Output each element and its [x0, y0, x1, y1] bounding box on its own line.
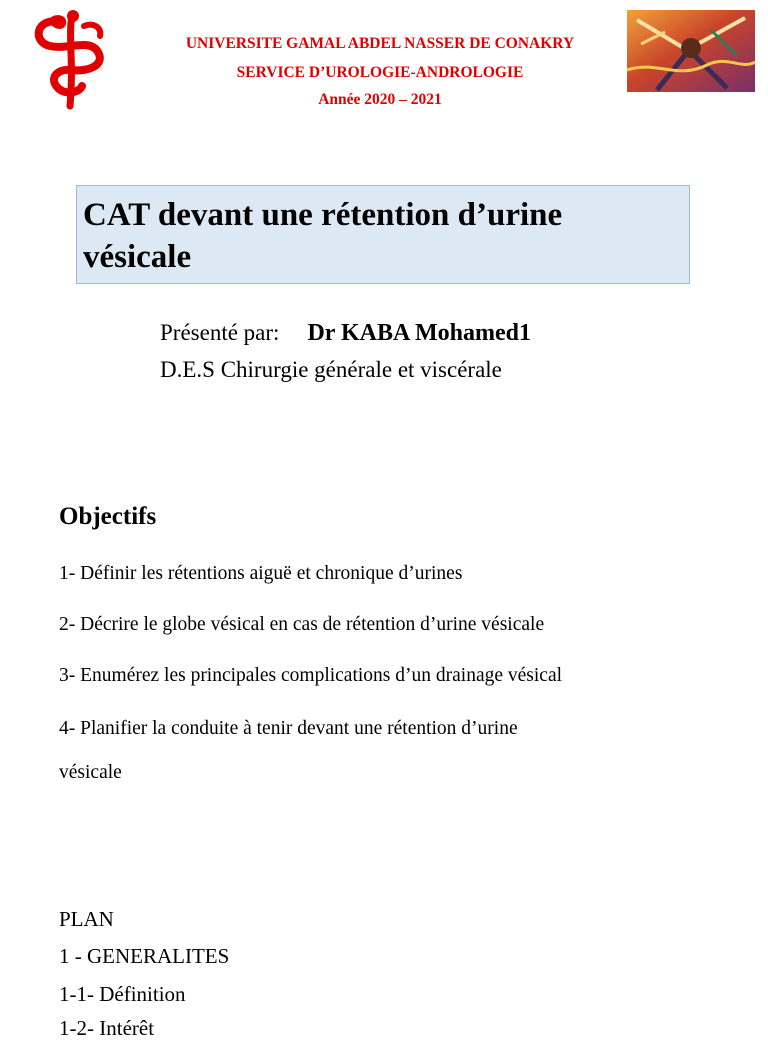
document-title-line1: CAT devant une rétention d’urine [83, 197, 563, 233]
presenter-name: Dr KABA Mohamed1 [307, 320, 531, 346]
document-title-box [76, 185, 690, 284]
university-name: UNIVERSITE GAMAL ABDEL NASSER DE CONAKRY [185, 35, 575, 52]
objectives-heading: Objectifs [59, 503, 157, 530]
document-title-line2: vésicale [83, 239, 192, 275]
plan-item: 1-1- Définition [59, 982, 186, 1006]
presenter-line [160, 320, 531, 347]
presenter-label: Présenté par: [160, 320, 280, 345]
objective-item: 2- Décrire le globe vésical en cas de rétention d’urine vésicale [59, 614, 545, 635]
objective-item-continuation: vésicale [59, 762, 122, 783]
plan-heading: PLAN [59, 907, 114, 931]
objective-item: 4- Planifier la conduite à tenir devant une rétention d’urine [59, 718, 518, 739]
department-name: SERVICE D’UROLOGIE-ANDROLOGIE [236, 64, 524, 81]
objective-item: 3- Enumérez les principales complications d’un drainage vésical [59, 665, 563, 686]
academic-year: Année 2020 – 2021 [318, 91, 442, 108]
objective-item: 1- Définir les rétentions aiguë et chronique d’urines [59, 563, 463, 584]
caduceus-logo-icon [28, 8, 120, 112]
presenter-degree: D.E.S Chirurgie générale et viscérale [160, 357, 502, 382]
plan-item: 1 - GENERALITES [59, 944, 230, 968]
plan-item: 1-2- Intérêt [59, 1016, 155, 1040]
